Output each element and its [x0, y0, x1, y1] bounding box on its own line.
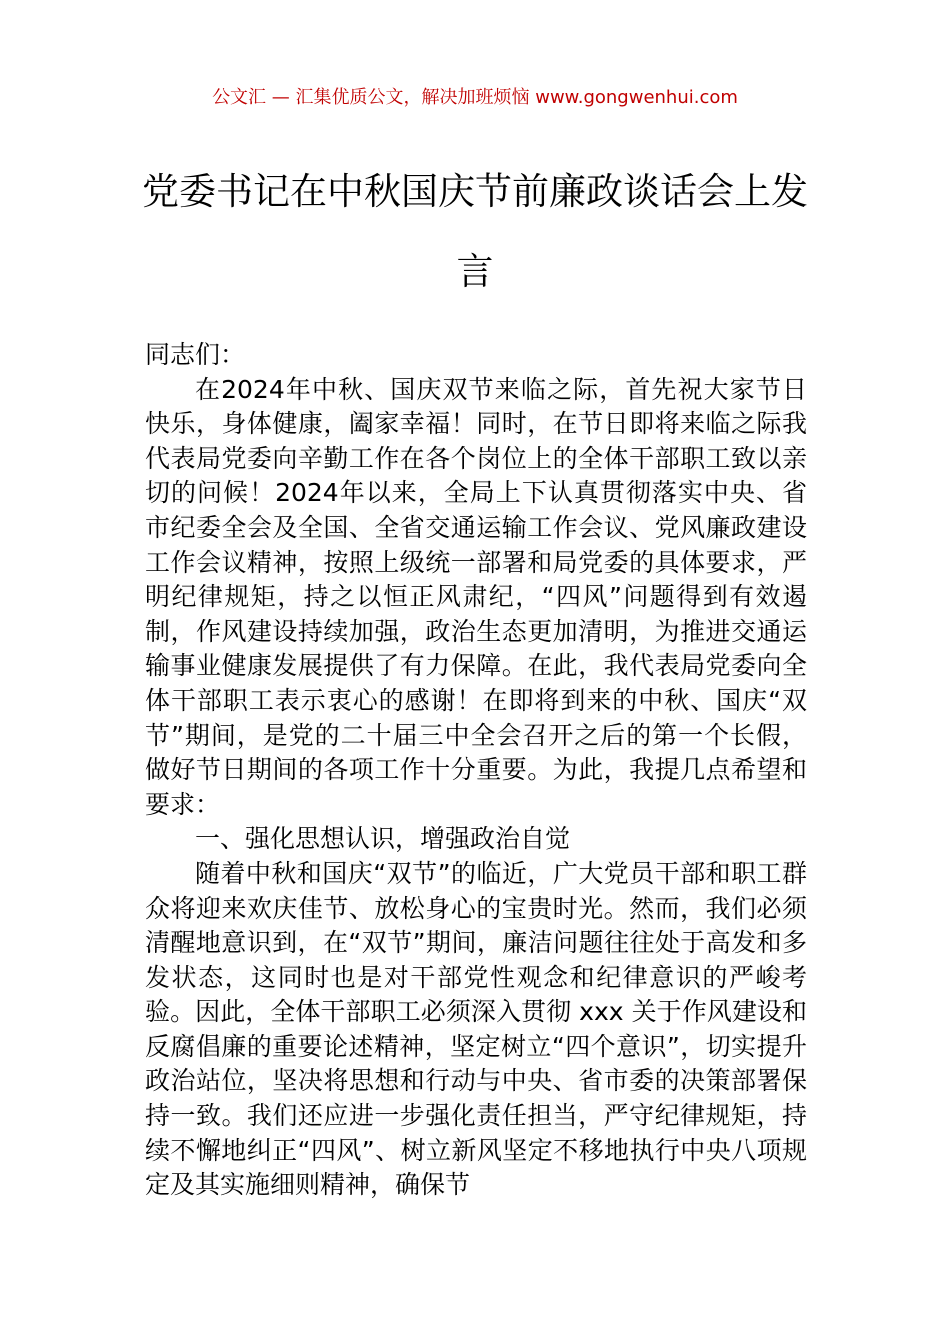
header-banner: 公文汇 — 汇集优质公文，解决加班烦恼 www.gongwenhui.com: [212, 87, 738, 108]
paragraph-section-1: 随着中秋和国庆“双节”的临近，广大党员干部和职工群众将迎来欢庆佳节、放松身心的宝贵时光。然而，我们必须清醒地意识到，在“双节”期间，廉洁问题往往处于高发和多发状态，这同时也是对干部党性观念和纪律意识的严峻考验。因此，全体干部职工必须深入贯彻 xxx 关于作风建设和反腐倡廉的重要论述精神，坚定树立“四个意识”，切实提升政治站位，坚决将思想和行动与中央、省市委的决策部署保持一致。我们还应进一步强化责任担当，严守纪律规矩，持续不懈地纠正“四风”、树立新风坚定不移地执行中央八项规定及其实施细则精神，确保节: [145, 858, 807, 1200]
section-heading-1: 一、强化思想认识，增强政治自觉: [195, 824, 571, 854]
paragraph-intro: 在2024年中秋、国庆双节来临之际，首先祝大家节日快乐，身体健康，阖家幸福！同时，在节日即将来临之际我代表局党委向辛勤工作在各个岗位上的全体干部职工致以亲切的问候！2024年以来，全局上下认真贯彻落实中央、省市纪委全会及全国、全省交通运输工作会议、党风廉政建设工作会议精神，按照上级统一部署和局党委的具体要求，严明纪律规矩，持之以恒正风肃纪，“四风”问题得到有效遏制，作风建设持续加强，政治生态更加清明，为推进交通运输事业健康发展提供了有力保障。在此，我代表局党委向全体干部职工表示衷心的感谢！在即将到来的中秋、国庆“双节”期间，是党的二十届三中全会召开之后的第一个长假，做好节日期间的各项工作十分重要。为此，我提几点希望和要求：: [145, 374, 807, 819]
salutation: 同志们：: [145, 340, 246, 369]
document-body: [145, 338, 807, 1203]
document-title: 党委书记在中秋国庆节前廉政谈话会上发言: [142, 170, 808, 293]
